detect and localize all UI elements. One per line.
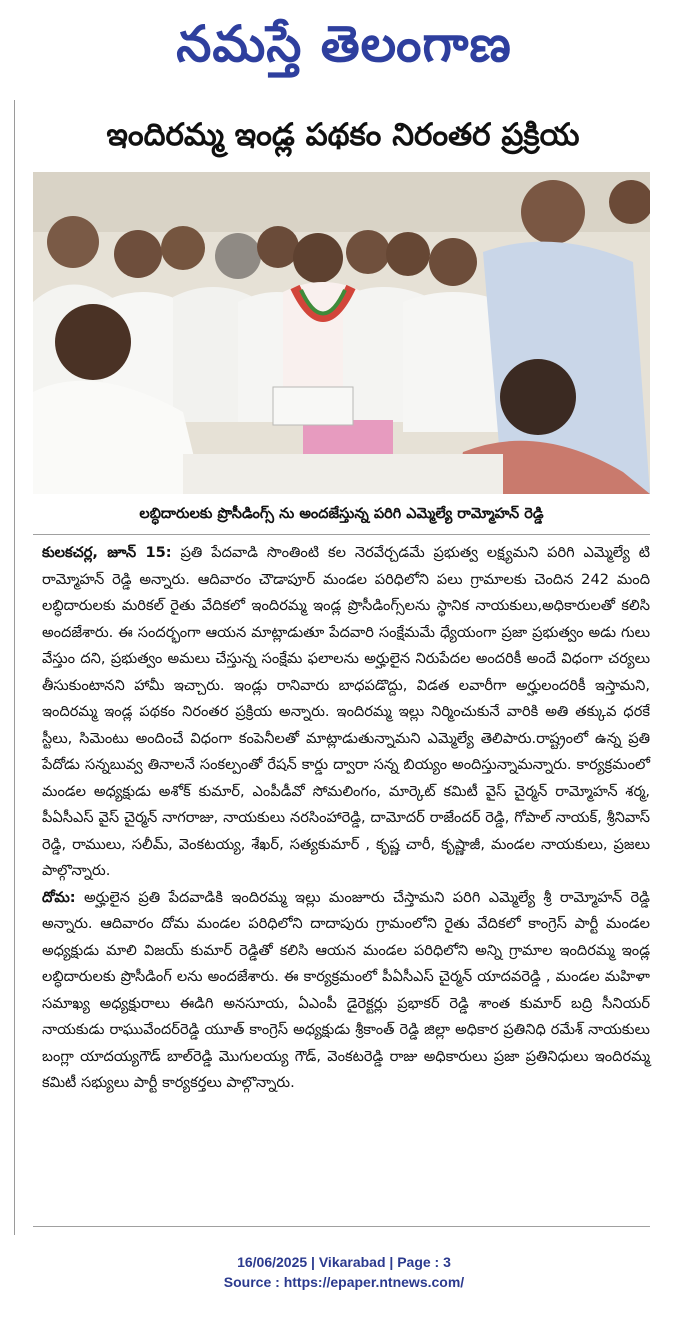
footer-date-page: 16/06/2025 | Vikarabad | Page : 3 (237, 1254, 451, 1270)
masthead-logo: నమస్తే తెలంగాణ (176, 15, 512, 73)
dateline: కులకచర్ల, జూన్ 15: (42, 544, 172, 561)
caption-divider (33, 534, 650, 535)
article-headline: ఇందిరమ్మ ఇండ్ల పథకం నిరంతర ప్రక్రియ (106, 117, 580, 153)
dateline: దోమ: (42, 888, 76, 906)
article-paragraph (42, 885, 650, 1097)
photo-caption: లబ్ధిదారులకు ప్రొసీడింగ్స్ ను అందజేస్తున్న పరిగి ఎమ్మెల్యే రామ్మోహన్ రెడ్డి (139, 506, 544, 522)
page-footer (0, 1252, 688, 1292)
footer-source-link[interactable]: Source : https://epaper.ntnews.com/ (223, 1274, 465, 1290)
column-rule (14, 100, 15, 1235)
article-end-divider (33, 1226, 650, 1227)
paragraph-text: ప్రతి పేదవాడి సొంతింటి కల నెరవేర్చడమే ప్రభుత్వ లక్ష్యమని పరిగి ఎమ్మెల్యే టి రామ్మోహన్ రెడ్డి అన్నారు. ఆదివారం చౌడాపూర్ మండల పరిధిలోని పలు గ్రామాలకు చెందిన 242 మంది లబ్ధిదారులకు మరికల్ రైతు వేదికలో ఇందిరమ్మ ఇండ్ల ప్రొసీడింగ్స్‌లను స్థానిక నాయకులు,అధికారులతో కలిసి అందజేశారు. ఈ సందర్భంగా ఆయన మాట్లాడుతూ పేదవారి సంక్షేమమే ధ్యేయంగా ప్రజా ప్రభుత్వం అడు గులు వేస్తుం దని, ప్రభుత్వం అమలు చేస్తున్న సంక్షేమ ఫలాలను అర్హులైన నిరుపేదల అందరికీ అందే విధంగా చర్యలు తీసుకుంటానని హామీ ఇచ్చారు. ఇండ్లు రానివారు బాధపడొద్దు, విడత లవారీగా అర్హులందరికీ ఇస్తామని, ఇందిరమ్మ ఇండ్ల పథకం నిరంతర ప్రక్రియ అన్నారు. ఇందిరమ్మ ఇల్లు నిర్మించుకునే వారికి అతి తక్కువ ధరకే స్టీలు, సిమెంటు అందించే విధంగా కంపెనీలతో మాట్లాడుతున్నామని ఎమ్మెల్యే తెలిపారు.రాష్ట్రంలో ఉన్న ప్రతి పేదోడు సన్నబువ్వ తినాలనే సంకల్పంతో రేషన్ కార్డు ద్వారా సన్న బియ్యం అందిస్తున్నామన్నారు. కార్యక్రమంలో మండల అధ్యక్షుడు అశోక్ కుమార్, ఎంపీడీవో సోమలింగం, మార్కెట్ కమిటీ వైస్ చైర్మన్ రామ్మోహన్ శర్మ, పీఏసీఎస్ వైస్ చైర్మన్ నాగరాజు, నాయకులు నరసింహారెడ్డి, దామోదర్ రాజేందర్ రెడ్డి, గోపాల్ నాయక్, శ్రీనివాస్ రెడ్డి, రాములు, సలీమ్, వెంకటయ్య, శేఖర్, సత్యకుమార్ , కృష్ణ చారీ, కృష్ణాజీ, మండల నాయకులు, ప్రజలు పాల్గొన్నారు. (42, 544, 651, 879)
paragraph-text: అర్హులైన ప్రతి పేదవాడికి ఇందిరమ్మ ఇల్లు మంజూరు చేస్తామని పరిగి ఎమ్మెల్యే శ్రీ రామ్మోహన్ రెడ్డి అన్నారు. ఆదివారం దోమ మండల పరిధిలోని దాదాపురు గ్రామంలోని రైతు వేదికలో కాంగ్రెస్ పార్టీ మండల అధ్యక్షుడు మాలి విజయ్ కుమార్ రెడ్డితో కలిసి ఆయన మండల పరిధిలోని అన్ని గ్రామాల ఇందిరమ్మ ఇండ్ల లబ్ధిదారులకు ప్రొసీడింగ్ లను అందజేశారు. ఈ కార్యక్రమంలో పీఏసీఎస్ చైర్మన్ యాదవరెడ్డి , మండల మహిళా సమాఖ్య అధ్యక్షురాలు ఈడిగి అనసూయ, ఏఎంపీ డైరెక్టర్లు ప్రభాకర్ రెడ్డి శాంత కుమార్ బద్రి సీనియర్ నాయకుడు రాఘువేందర్‌రెడ్డి యూత్ కాంగ్రెస్ అధ్యక్షుడు శ్రీకాంత్ రెడ్డి జిల్లా అధికార ప్రతినిధి రమేశ్ నాయకులు బంగ్లా యాదయ్యగౌడ్ బాల్‌రెడ్డి మొగులయ్య గౌడ్, వెంకటరెడ్డి రాజు అధికారులు ప్రజా ప్రతినిధులు ఇందిరమ్మ కమిటీ సభ్యులు పార్టీ కార్యకర్తలు పాల్గొన్నారు. (42, 888, 650, 1091)
article-body (42, 540, 650, 1097)
news-photo (33, 172, 650, 494)
article-paragraph (42, 540, 650, 885)
